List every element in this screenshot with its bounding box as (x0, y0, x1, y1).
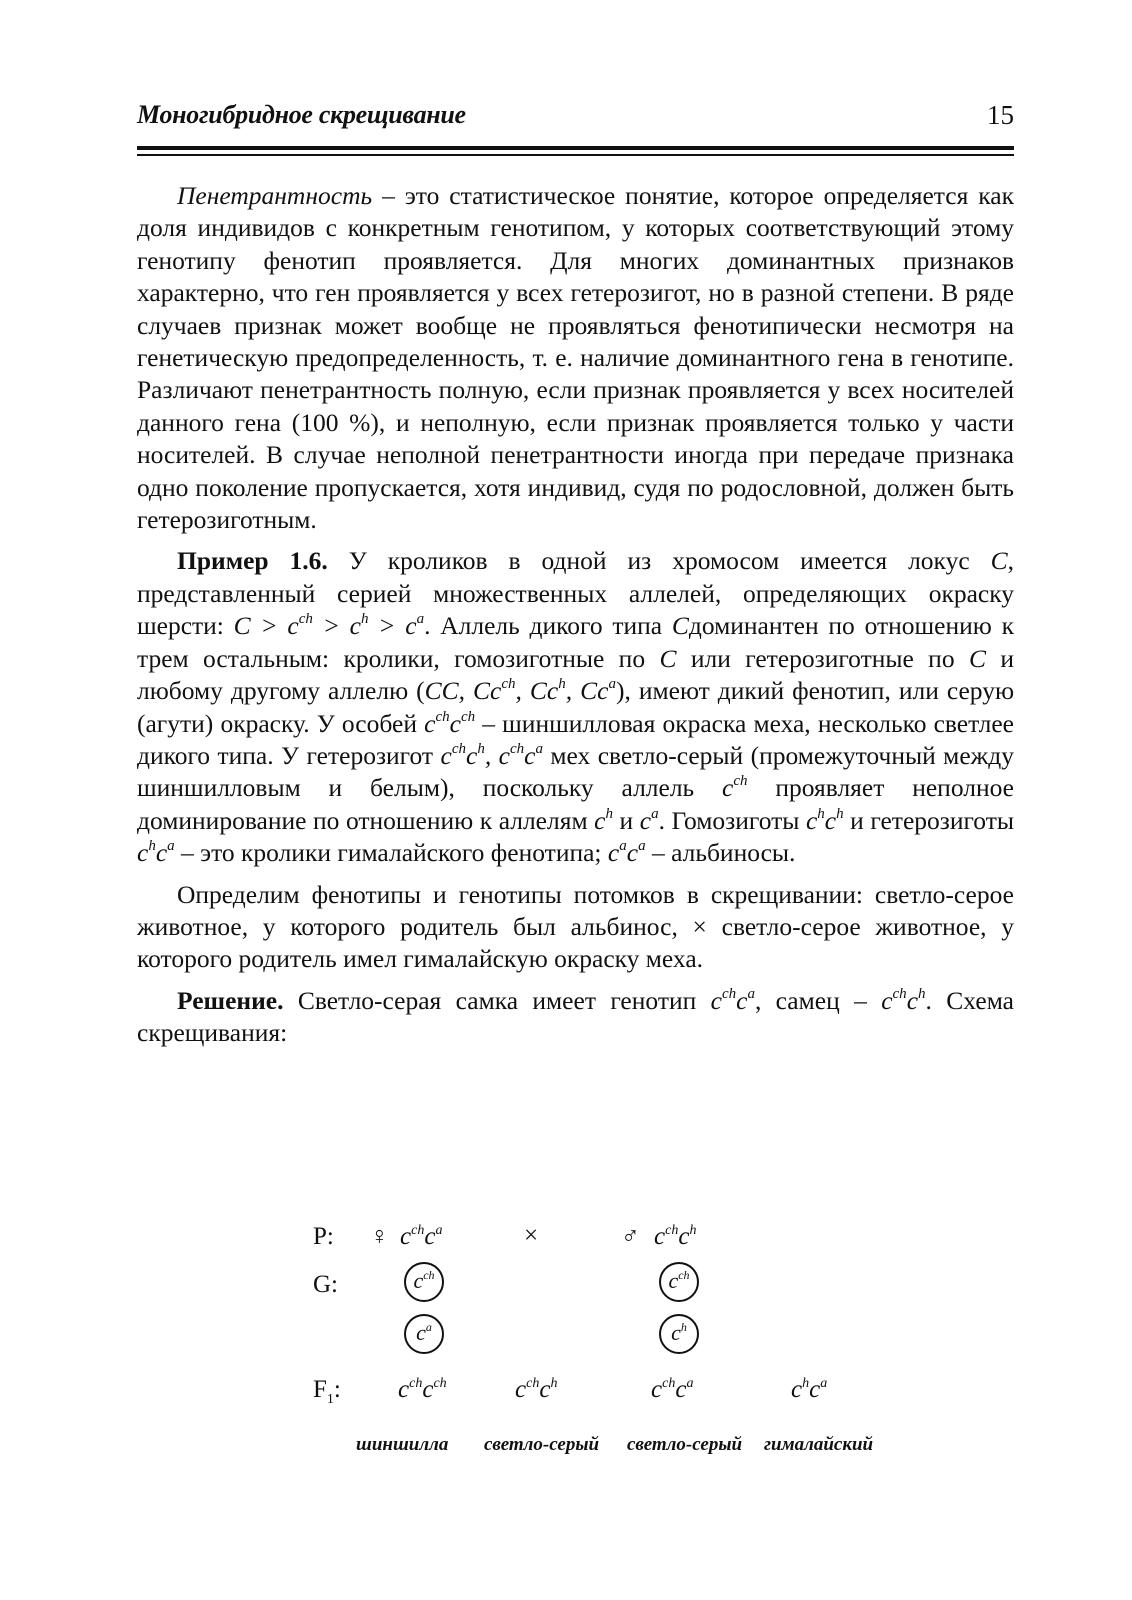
running-title: Моногибридное скрещивание (137, 100, 466, 129)
cross-symbol: × (524, 1222, 539, 1249)
f1-label: $F_1$: (313, 1376, 341, 1407)
offspring-genotype: $c^{ch}c^h$ (515, 1376, 558, 1403)
paragraph-solution: Решение. Светло-серая самка имеет генотип $c^{ch}c^a$, самец – $c^{ch}c^h$. Схема скрещивания: (137, 985, 1014, 1048)
gamete-male-cch: $c^{ch}$ (659, 1262, 699, 1302)
phenotype-label: шиншилла (356, 1434, 449, 1455)
example-label: Пример 1.6. (177, 546, 328, 576)
solution-label: Решение. (177, 985, 284, 1015)
male-symbol: ♂ (621, 1223, 640, 1250)
term-penetrance: Пенетрантность (177, 181, 373, 210)
offspring-genotype: $c^{ch}c^a$ (651, 1376, 694, 1403)
gamete-female-ca: $c^a$ (404, 1314, 444, 1354)
parents-label: P: (313, 1223, 334, 1250)
gamete-male-ch: $c^h$ (659, 1314, 699, 1354)
male-genotype: $c^{ch}c^h$ (654, 1223, 697, 1250)
phenotype-label: светло-серый (627, 1434, 743, 1455)
paragraph-penetrance: Пенетрантность – это статистическое понятие, которое определяется как доля индивидов с конкретным генотипом, у которых соответствующий этому генотипу фенотип проявляется. Для многих доминантных признаков характерно, что ген проявляется у всех гетерозигот, но в разной степени. В ряде случаев признак может вообще не проявляться фенотипически несмотря на генетическую предопределенность, т. е. наличие доминантного гена в генотипе. Различают пенетрантность полную, если признак проявляется у всех носителей данного гена (100 %), и неполную, если признак проявляется только у части носителей. В случае неполной пенетрантности иногда при передаче признака одно поколение пропускается, хотя индивид, судя по родословной, должен быть гетерозиготным. (137, 181, 1014, 535)
page-number: 15 (987, 100, 1014, 130)
gamete-female-cch: $c^{ch}$ (404, 1262, 444, 1302)
paragraph-task: Определим фенотипы и генотипы потомков в скрещивании: светло-серое животное, у которого родитель был альбинос, × светло-серое животное, у которого родитель имел гималайскую окраску меха. (137, 879, 1014, 974)
phenotype-label: гималайский (764, 1434, 874, 1455)
offspring-genotype: $c^{ch}c^{ch}$ (398, 1376, 447, 1403)
gametes-label: G: (313, 1271, 338, 1298)
female-genotype: $c^{ch}c^a$ (400, 1223, 443, 1250)
offspring-genotype: $c^hc^a$ (791, 1376, 828, 1403)
phenotype-label: светло-серый (484, 1434, 600, 1455)
female-symbol: ♀ (370, 1223, 389, 1250)
paragraph-example: Пример 1.6. У кроликов в одной из хромосом имеется локус C, представленный серией множественных аллелей, определяющих окраску шерсти: $C > c^{ch} > c^h > c^a$. Аллель дикого типа Cдоминантен по отношению к трем остальным: кролики, гомозиготные по C или гетерозиготные по C и любому другому аллелю (CC, $Cc^{ch}$, Cc$^h$, Cc$^a$), имеют дикий фенотип, или серую (агути) окраску. У особей $c^{ch}c^{ch}$ – шиншилловая окраска меха, несколько светлее дикого типа. У гетерозигот $c^{ch}c^h$, $c^{ch}c^a$ мех светло-серый (промежуточный между шиншилловым и белым), поскольку аллель $c^{ch}$ проявляет неполное доминирование по отношению к аллелям $c^h$ и $c^a$. Гомозиготы $c^hc^h$ и гетерозиготы $c^hc^a$ – это кролики гималайского фенотипа; $c^ac^a$ – альбиносы. (137, 546, 1015, 868)
